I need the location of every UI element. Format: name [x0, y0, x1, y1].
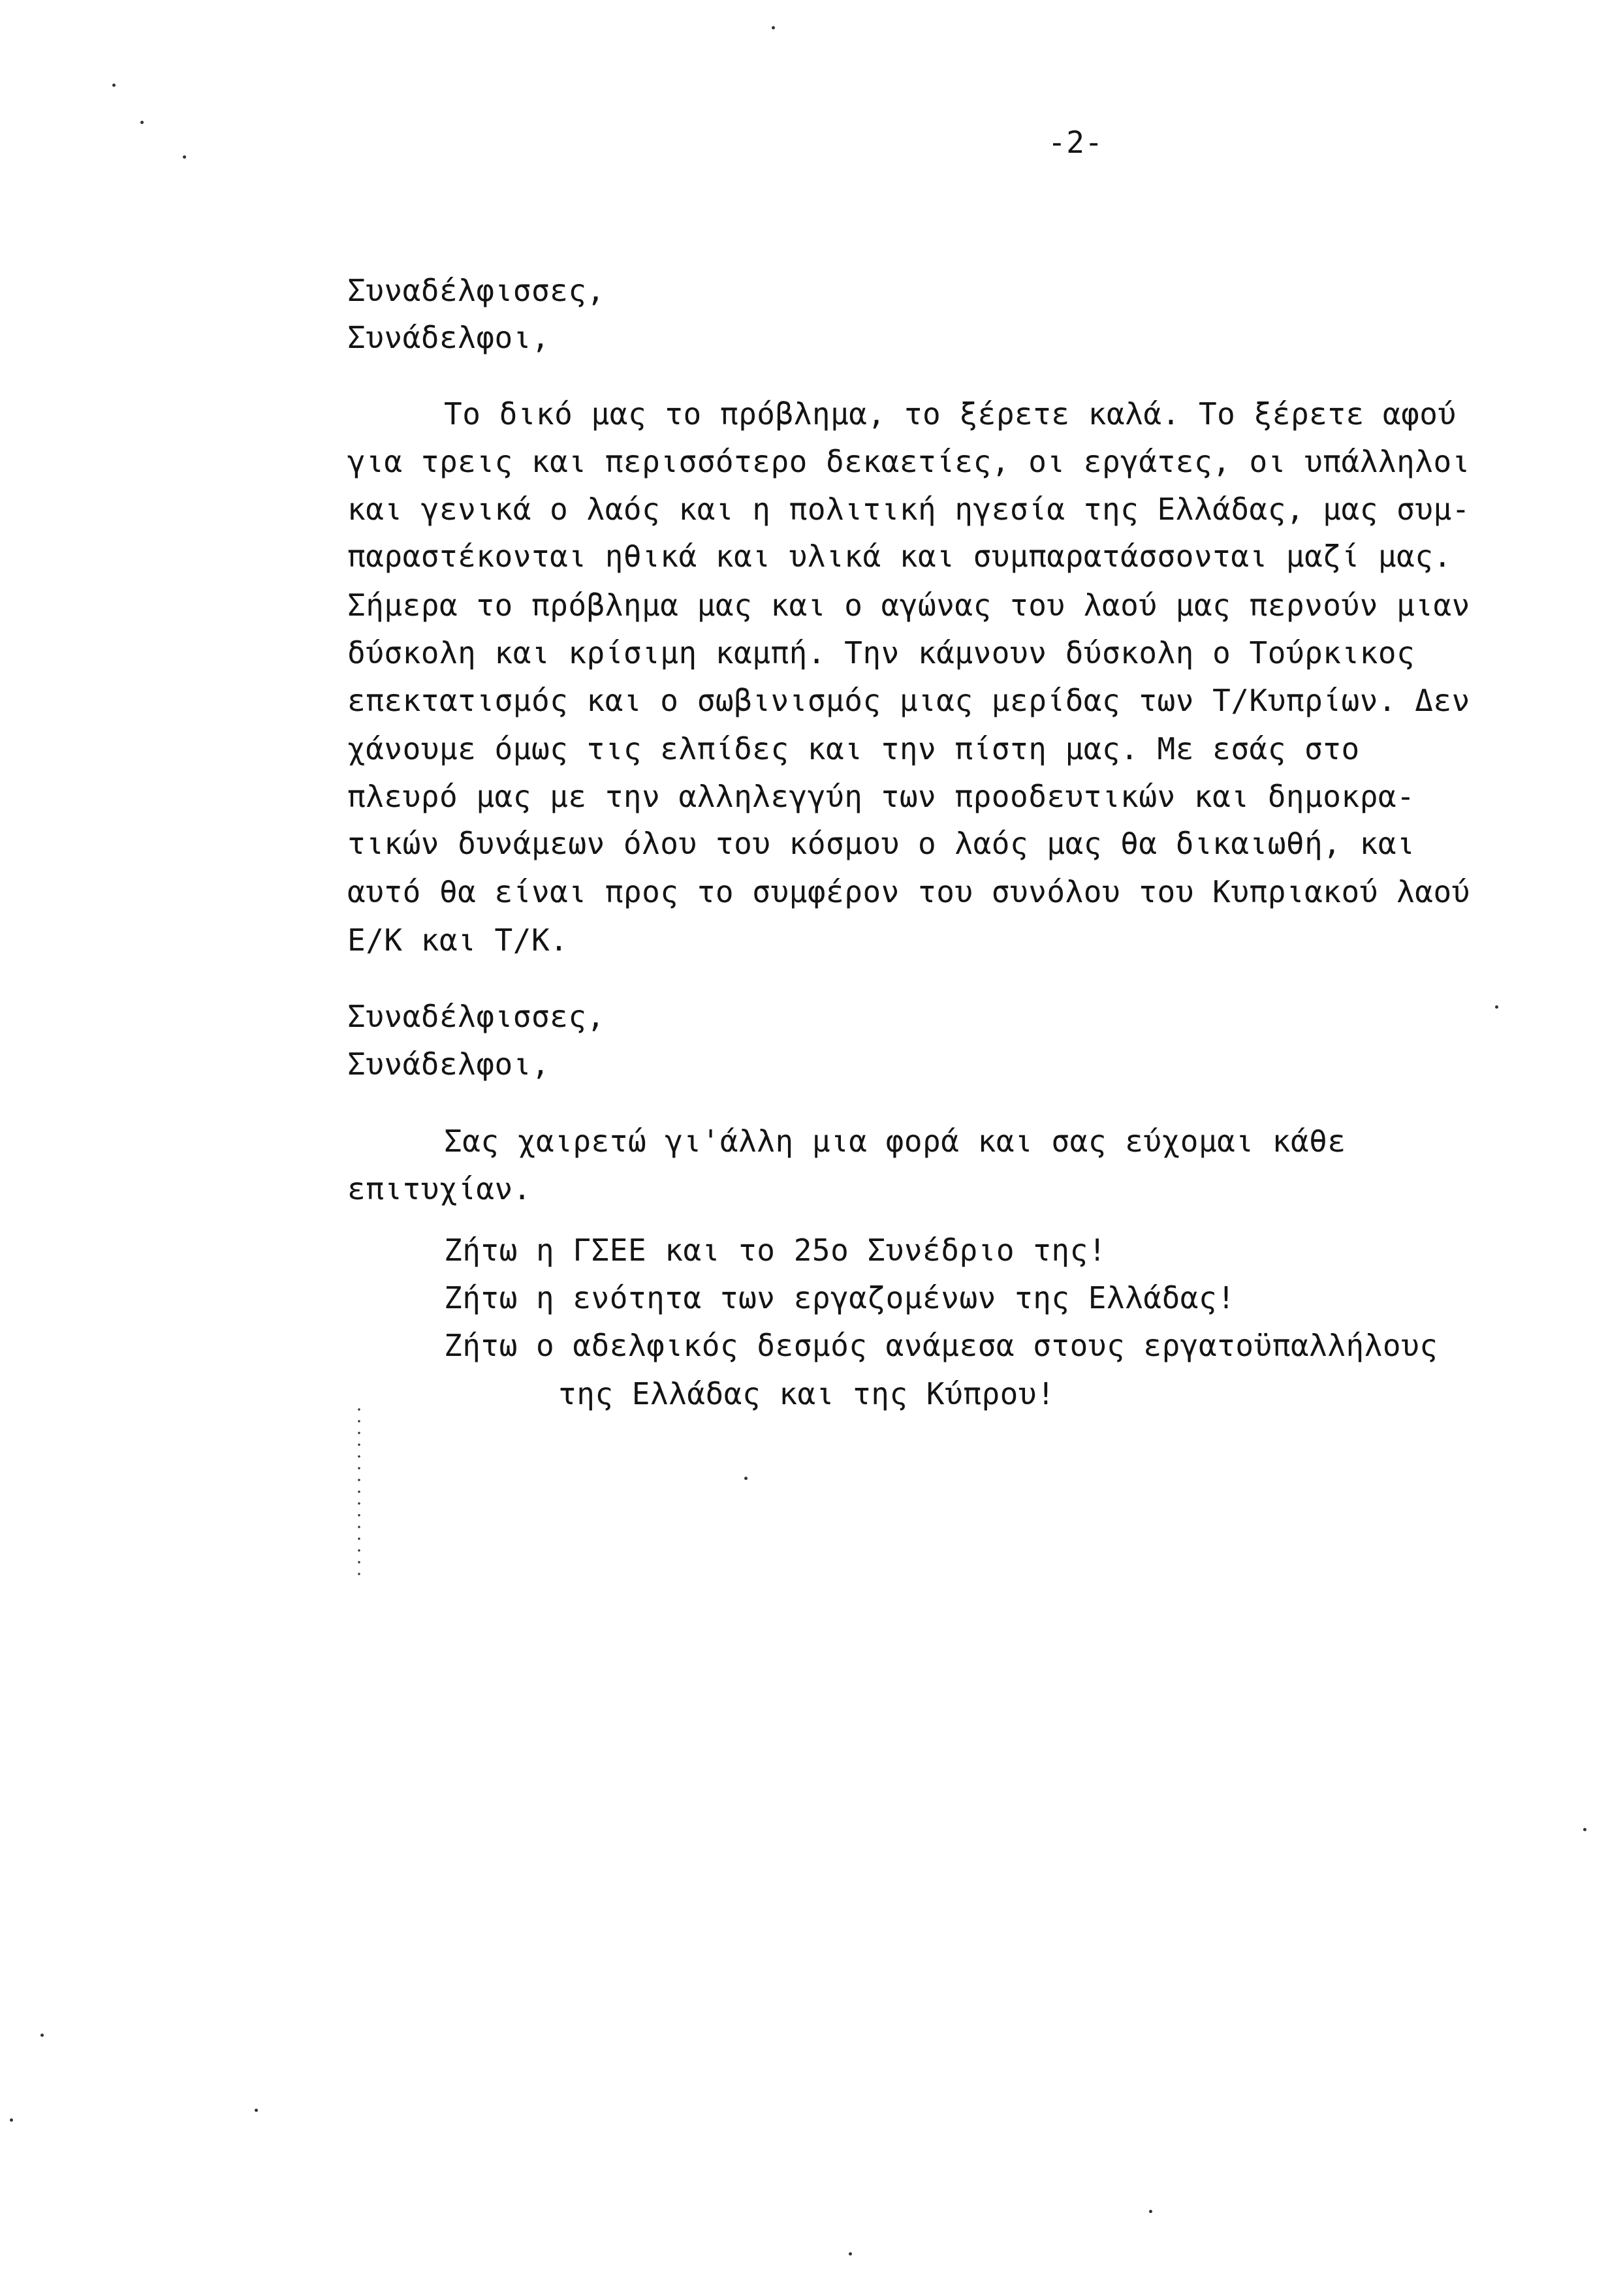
- scan-speck: [255, 2109, 258, 2112]
- scan-speck: [140, 121, 144, 124]
- scan-speck: [40, 2034, 44, 2037]
- page-number: -2-: [1048, 125, 1103, 160]
- paragraph-line: χάνουμε όμως τις ελπίδες και την πίστη μας. Με εσάς στο: [347, 731, 1360, 766]
- paragraph-line: και γενικά ο λαός και η πολιτική ηγεσία της Ελλάδας, μας συμ-: [347, 492, 1470, 527]
- scan-speck: [772, 26, 775, 29]
- scan-speck: [849, 2252, 852, 2256]
- paragraph-line: πλευρό μας με την αλληλεγγύη των προοδευτικών και δημοκρα-: [347, 779, 1415, 814]
- scan-speck: [1149, 2210, 1152, 2213]
- scan-speck: [1583, 1828, 1586, 1831]
- salutation-line: Συναδέλφισσες,: [347, 273, 605, 308]
- closing-line: Ζήτω η ΓΣΕΕ και το 25ο Συνέδριο της!: [444, 1233, 1107, 1268]
- scan-speck: [1495, 1005, 1498, 1009]
- salutation-line: Συναδέλφισσες,: [347, 999, 605, 1034]
- paragraph-line: τικών δυνάμεων όλου του κόσμου ο λαός μας θα δικαιωθή, και: [347, 826, 1415, 861]
- closing-line: Ζήτω η ενότητα των εργαζομένων της Ελλάδας!: [444, 1280, 1236, 1315]
- closing-line: της Ελλάδας και της Κύπρου!: [558, 1376, 1056, 1411]
- paragraph-line: Ε/Κ και Τ/Κ.: [347, 922, 569, 958]
- paragraph-line: Σήμερα το πρόβλημα μας και ο αγώνας του λαού μας περνούν μιαν: [347, 588, 1470, 623]
- scan-dot-column: [358, 1404, 360, 1580]
- scan-speck: [744, 1477, 748, 1480]
- scan-speck: [183, 155, 186, 159]
- paragraph-line: Σας χαιρετώ γι'άλλη μια φορά και σας εύχομαι κάθε: [444, 1124, 1346, 1159]
- paragraph-line: επεκτατισμός και ο σωβινισμός μιας μερίδας των Τ/Κυπρίων. Δεν: [347, 683, 1470, 718]
- salutation-line: Συνάδελφοι,: [347, 1046, 550, 1082]
- paragraph-line: αυτό θα είναι προς το συμφέρον του συνόλου του Κυπριακού λαού: [347, 874, 1470, 909]
- paragraph-line: παραστέκονται ηθικά και υλικά και συμπαρατάσσονται μαζί μας.: [347, 539, 1452, 574]
- paragraph-line: Το δικό μας το πρόβλημα, το ξέρετε καλά. Το ξέρετε αφού: [444, 396, 1457, 432]
- paragraph-line: για τρεις και περισσότερο δεκαετίες, οι εργάτες, οι υπάλληλοι: [347, 444, 1470, 479]
- paragraph-line: επιτυχίαν.: [347, 1171, 531, 1206]
- scan-speck: [10, 2118, 13, 2122]
- paragraph-line: δύσκολη και κρίσιμη καμπή. Την κάμνουν δύσκολη ο Τούρκικος: [347, 635, 1415, 670]
- scan-speck: [112, 84, 116, 87]
- salutation-line: Συνάδελφοι,: [347, 320, 550, 355]
- closing-line: Ζήτω ο αδελφικός δεσμός ανάμεσα στους εργατοϋπαλλήλους: [444, 1328, 1438, 1363]
